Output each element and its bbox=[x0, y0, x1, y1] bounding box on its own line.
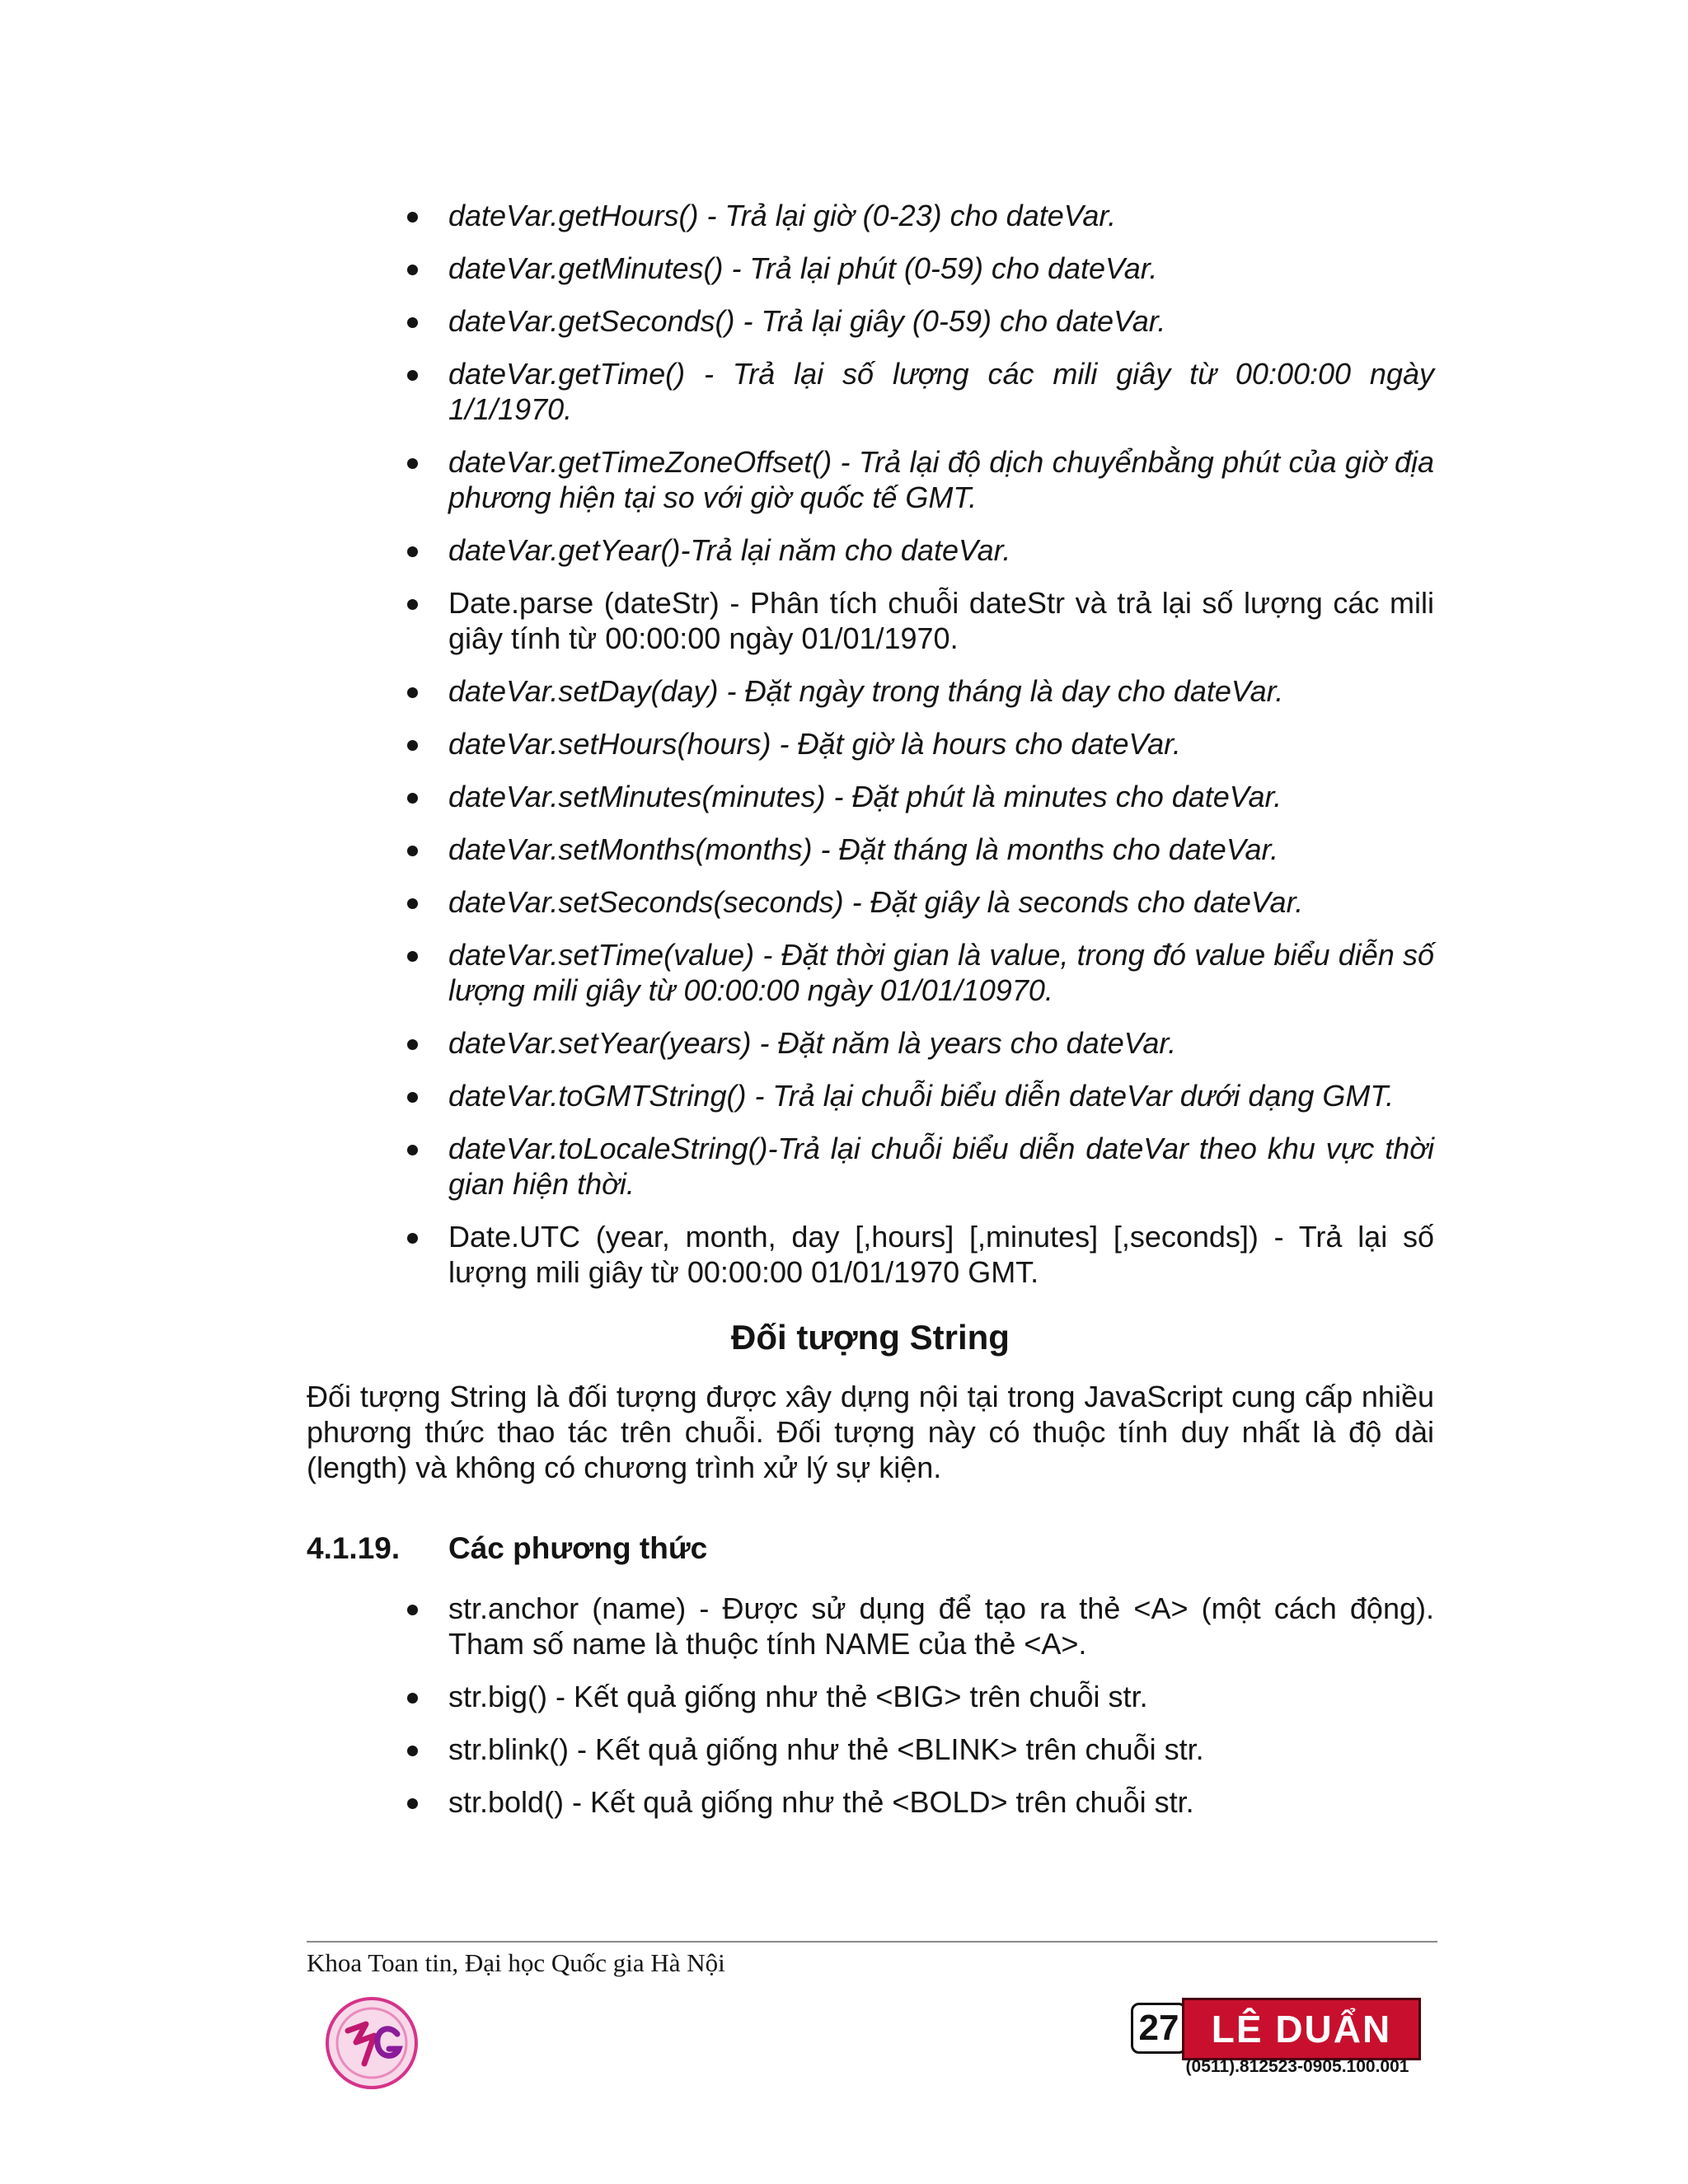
list-item-text: Date.UTC (year, month, day [,hours] [,minutes] [,seconds]) - Trả lại số lượng mili giây từ 00:00:00 01/01/1970 GMT. bbox=[448, 1220, 1434, 1289]
bullet-icon bbox=[407, 740, 418, 751]
bullet-icon bbox=[407, 1145, 418, 1155]
list-item bbox=[307, 585, 1434, 656]
list-item bbox=[307, 532, 1434, 568]
banner-number: 27 bbox=[1131, 2003, 1187, 2054]
list-item bbox=[307, 1078, 1434, 1113]
bullet-icon bbox=[407, 1039, 418, 1050]
list-item-text: dateVar.getHours() - Trả lại giờ (0-23) cho dateVar. bbox=[448, 199, 1117, 232]
list-item-text: dateVar.setDay(day) - Đặt ngày trong tháng là day cho dateVar. bbox=[448, 674, 1284, 708]
footer-divider bbox=[307, 1941, 1437, 1943]
bullet-icon bbox=[407, 370, 418, 381]
list-item bbox=[307, 1591, 1434, 1661]
list-item bbox=[307, 832, 1434, 867]
list-item-text: dateVar.getSeconds() - Trả lại giây (0-59) cho dateVar. bbox=[448, 304, 1166, 338]
list-item-text: dateVar.getTimeZoneOffset() - Trả lại độ dịch chuyểnbằng phút của giờ địa phương hiện tại so với giờ quốc tế GMT. bbox=[448, 445, 1434, 514]
list-item bbox=[307, 1679, 1434, 1714]
section-title: Đối tượng String bbox=[731, 1318, 1010, 1357]
list-item-text: str.bold() - Kết quả giống như thẻ <BOLD> trên chuỗi str. bbox=[448, 1785, 1194, 1819]
list-item-text: dateVar.getMinutes() - Trả lại phút (0-59) cho dateVar. bbox=[448, 251, 1158, 285]
bullet-icon bbox=[407, 898, 418, 909]
date-methods-list bbox=[307, 198, 1434, 1290]
subsection-title: Các phương thức bbox=[448, 1531, 708, 1565]
banner-phone: (0511).812523-0905.100.001 bbox=[1185, 2057, 1409, 2076]
list-item bbox=[307, 356, 1434, 427]
list-item-text: str.big() - Kết quả giống như thẻ <BIG> trên chuỗi str. bbox=[448, 1680, 1148, 1713]
bullet-icon bbox=[407, 317, 418, 328]
list-item bbox=[307, 884, 1434, 920]
string-methods-list bbox=[307, 1591, 1434, 1820]
list-item-text: dateVar.setMinutes(minutes) - Đặt phút là minutes cho dateVar. bbox=[448, 780, 1282, 813]
bullet-icon bbox=[407, 1605, 418, 1615]
list-item bbox=[307, 251, 1434, 286]
bullet-icon bbox=[407, 951, 418, 962]
bullet-icon bbox=[407, 265, 418, 275]
list-item bbox=[307, 726, 1434, 762]
bullet-icon bbox=[407, 212, 418, 223]
bullet-icon bbox=[407, 1233, 418, 1244]
banner-name: LÊ DUẨN bbox=[1182, 1998, 1421, 2060]
list-item-text: dateVar.setYear(years) - Đặt năm là years cho dateVar. bbox=[448, 1026, 1177, 1060]
subsection-number: 4.1.19. bbox=[307, 1531, 401, 1565]
bullet-icon bbox=[407, 1693, 418, 1704]
list-item-text: Date.parse (dateStr) - Phân tích chuỗi dateStr và trả lại số lượng các mili giây tính từ 00:00:00 ngày 01/01/1970. bbox=[448, 586, 1434, 655]
list-item-text: str.blink() - Kết quả giống như thẻ <BLINK> trên chuỗi str. bbox=[448, 1732, 1204, 1766]
list-item-text: str.anchor (name) - Được sử dụng để tạo ra thẻ <A> (một cách động). Tham số name là thuộc tính NAME của thẻ <A>. bbox=[448, 1591, 1434, 1661]
subsection-heading bbox=[307, 1530, 1434, 1568]
list-item-text: dateVar.setMonths(months) - Đặt tháng là months cho dateVar. bbox=[448, 832, 1279, 866]
list-item bbox=[307, 779, 1434, 814]
bullet-icon bbox=[407, 846, 418, 856]
bullet-icon bbox=[407, 458, 418, 469]
list-item bbox=[307, 198, 1434, 233]
list-item bbox=[307, 303, 1434, 339]
list-item-text: dateVar.toLocaleString()-Trả lại chuỗi biểu diễn dateVar theo khu vực thời gian hiện thời. bbox=[448, 1132, 1434, 1201]
list-item-text: dateVar.setTime(value) - Đặt thời gian là value, trong đó value biểu diễn số lượng mili giây từ 00:00:00 ngày 01/01/10970. bbox=[448, 938, 1434, 1007]
list-item bbox=[307, 1025, 1434, 1061]
list-item bbox=[307, 1784, 1434, 1820]
list-item bbox=[307, 673, 1434, 709]
string-intro-paragraph: Đối tượng String là đối tượng được xây dựng nội tại trong JavaScript cung cấp nhiều phương thức thao tác trên chuỗi. Đối tượng này có thuộc tính duy nhất là độ dài (length) và không có chương trình xử lý sự kiện. bbox=[307, 1380, 1434, 1484]
footer-institution: Khoa Toan tin, Đại học Quốc gia Hà Nội bbox=[307, 1948, 725, 1977]
list-item-text: dateVar.getTime() - Trả lại số lượng các mili giây từ 00:00:00 ngày 1/1/1970. bbox=[448, 357, 1434, 426]
le-duan-banner bbox=[1131, 1994, 1421, 2080]
bullet-icon bbox=[407, 599, 418, 610]
list-item-text: dateVar.getYear()-Trả lại năm cho dateVar. bbox=[448, 533, 1011, 567]
bullet-icon bbox=[407, 1798, 418, 1809]
list-item bbox=[307, 1219, 1434, 1290]
bullet-icon bbox=[407, 1092, 418, 1103]
list-item bbox=[307, 937, 1434, 1008]
list-item bbox=[307, 444, 1434, 515]
page-content bbox=[307, 198, 1434, 1837]
list-item bbox=[307, 1732, 1434, 1767]
bullet-icon bbox=[407, 687, 418, 698]
sg-logo-icon bbox=[323, 1994, 420, 2092]
list-item-text: dateVar.setHours(hours) - Đặt giờ là hours cho dateVar. bbox=[448, 727, 1181, 761]
bullet-icon bbox=[407, 793, 418, 804]
list-item-text: dateVar.toGMTString() - Trả lại chuỗi biểu diễn dateVar dưới dạng GMT. bbox=[448, 1079, 1395, 1113]
bullet-icon bbox=[407, 546, 418, 557]
list-item-text: dateVar.setSeconds(seconds) - Đặt giây là seconds cho dateVar. bbox=[448, 885, 1304, 919]
bullet-icon bbox=[407, 1746, 418, 1756]
list-item bbox=[307, 1131, 1434, 1202]
